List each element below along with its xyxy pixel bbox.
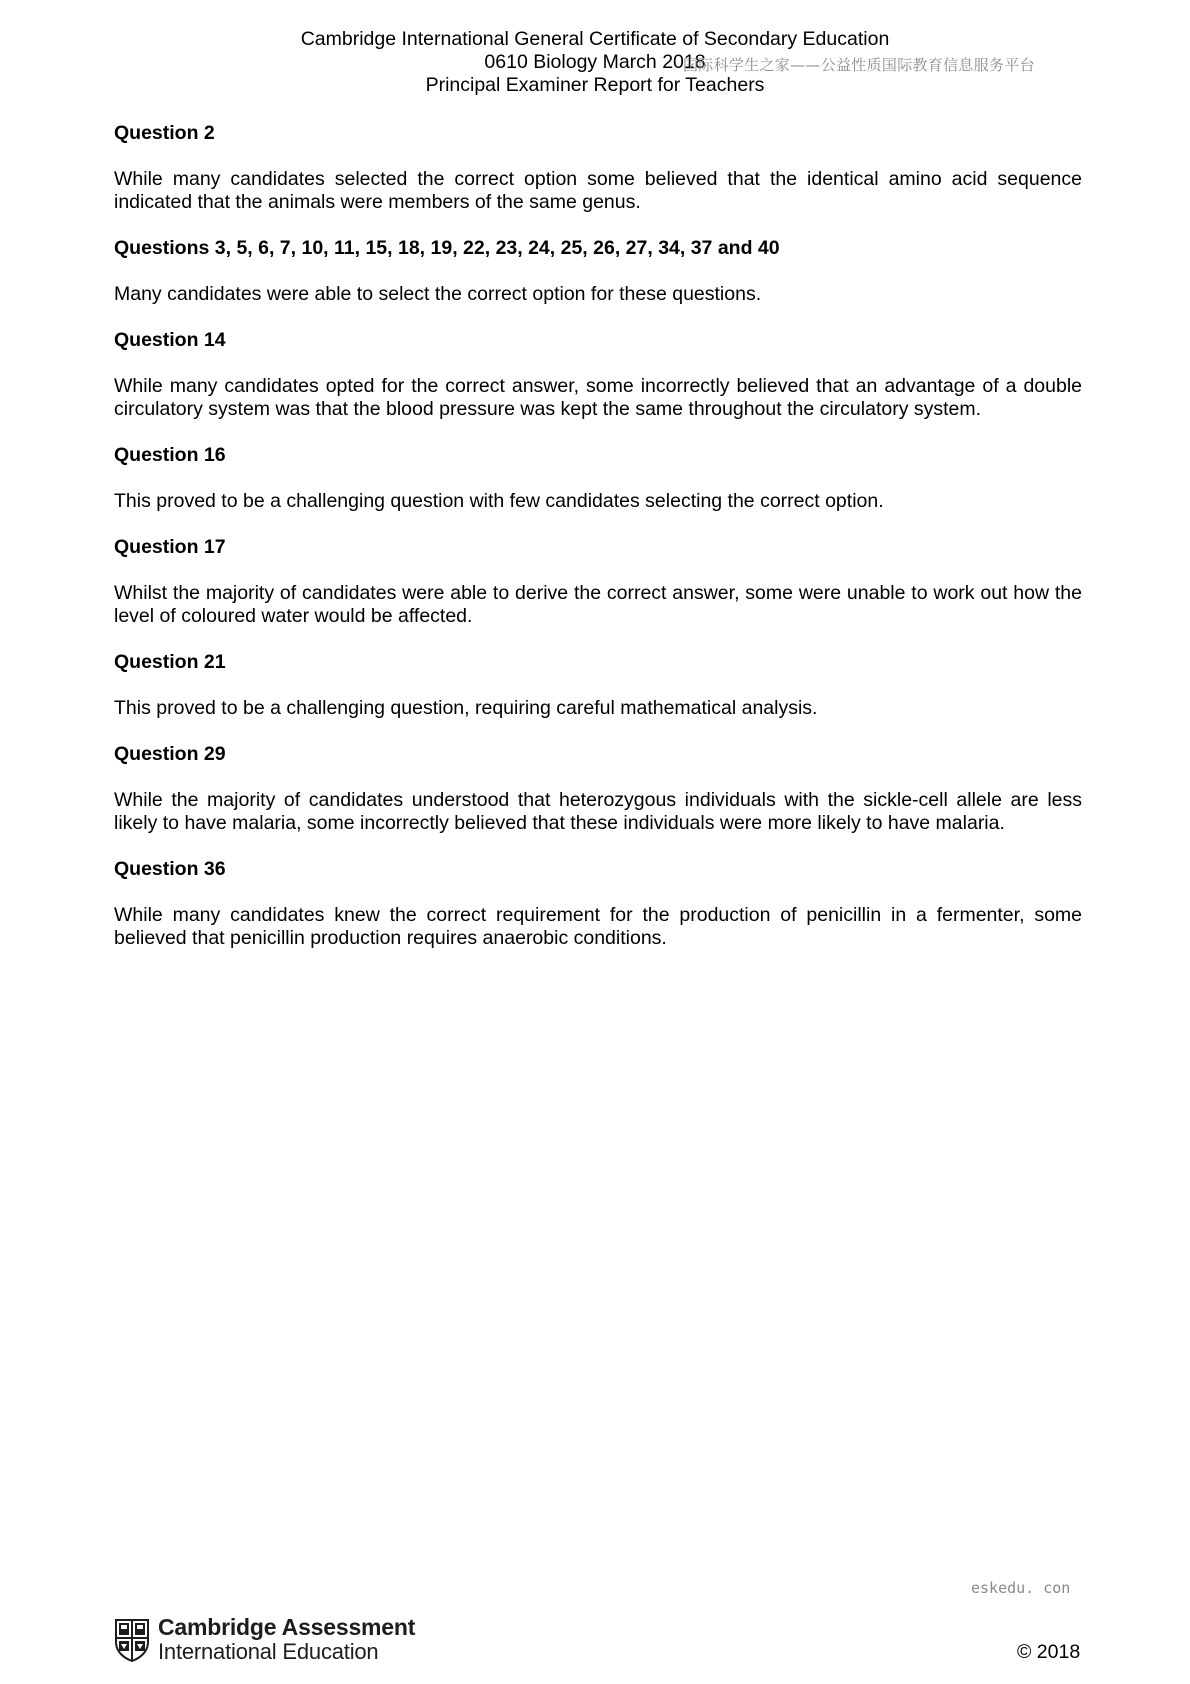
question-heading: Question 16 — [114, 444, 226, 466]
question-heading: Question 2 — [114, 122, 215, 144]
question-section — [114, 743, 1082, 835]
question-section — [114, 858, 1082, 950]
question-commentary: This proved to be a challenging question, requiring careful mathematical analysis. — [114, 697, 818, 719]
question-section — [114, 122, 1082, 214]
question-commentary: While the majority of candidates understood that heterozygous individuals with the sickle-cell allele are less likely to have malaria, some incorrectly believed that these individuals were more likely to have malaria. — [114, 789, 1082, 834]
header-syllabus: 0610 Biology March 2018 — [484, 51, 706, 73]
cambridge-shield-icon — [114, 1618, 150, 1662]
question-section — [114, 444, 1082, 513]
header-qualification: Cambridge International General Certificate of Secondary Education — [300, 28, 890, 50]
question-heading: Question 14 — [114, 329, 226, 351]
question-heading: Question 36 — [114, 858, 226, 880]
question-commentary: While many candidates selected the correct option some believed that the identical amino acid sequence indicated that the animals were members of the same genus. — [114, 168, 1082, 213]
question-heading: Question 17 — [114, 536, 226, 558]
question-commentary: Whilst the majority of candidates were able to derive the correct answer, some were unable to work out how the level of coloured water would be affected. — [114, 582, 1082, 627]
copyright-notice: © 2018 — [1017, 1641, 1081, 1663]
logo-subname: International Education — [158, 1639, 379, 1664]
question-heading: Questions 3, 5, 6, 7, 10, 11, 15, 18, 19, 22, 23, 24, 25, 26, 27, 34, 37 and 40 — [114, 237, 780, 259]
watermark-text: 国际科学生之家——公益性质国际教育信息服务平台 — [683, 56, 1035, 74]
question-section — [114, 237, 1082, 306]
question-commentary: While many candidates knew the correct requirement for the production of penicillin in a fermenter, some believed that penicillin production requires anaerobic conditions. — [114, 904, 1082, 949]
question-section — [114, 651, 1082, 720]
question-section — [114, 329, 1082, 421]
logo-wordmark — [158, 1615, 415, 1664]
cambridge-logo — [114, 1615, 415, 1664]
question-commentary: While many candidates opted for the correct answer, some incorrectly believed that an advantage of a double circulatory system was that the blood pressure was kept the same throughout the circulatory system. — [114, 375, 1082, 420]
site-watermark: eskedu. con — [971, 1579, 1071, 1597]
question-commentary: This proved to be a challenging question with few candidates selecting the correct option. — [114, 490, 884, 512]
logo-name: Cambridge Assessment — [158, 1614, 416, 1640]
question-heading: Question 29 — [114, 743, 226, 765]
report-content — [114, 122, 1082, 973]
question-commentary: Many candidates were able to select the correct option for these questions. — [114, 283, 762, 305]
header-report-title: Principal Examiner Report for Teachers — [425, 74, 765, 96]
question-section — [114, 536, 1082, 628]
question-heading: Question 21 — [114, 651, 226, 673]
